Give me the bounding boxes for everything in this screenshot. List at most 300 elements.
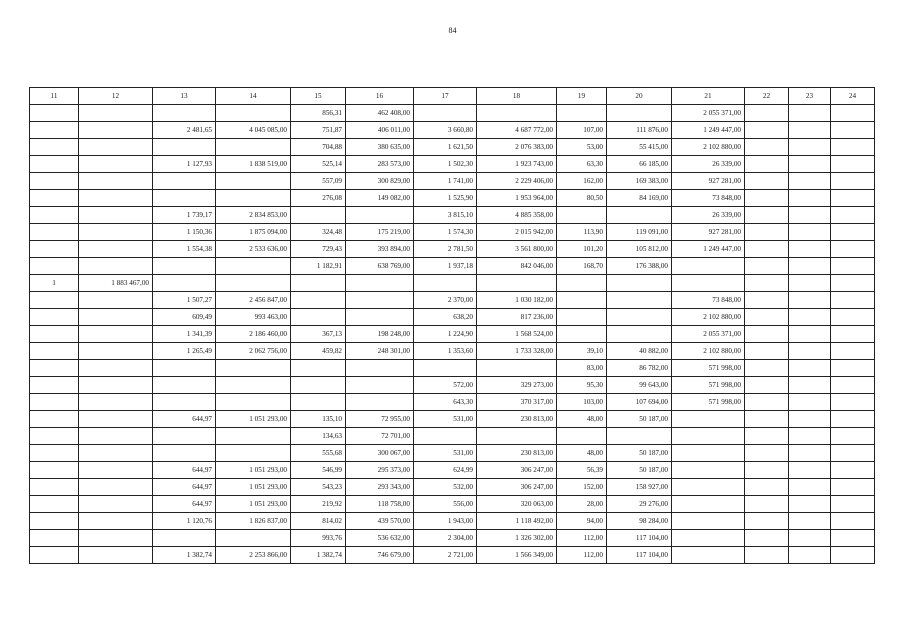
table-cell: [831, 496, 875, 513]
table-cell: [30, 462, 79, 479]
table-cell: [291, 275, 346, 292]
table-cell: 746 679,00: [346, 547, 414, 564]
table-cell: 248 301,00: [346, 343, 414, 360]
table-cell: 4 045 085,00: [216, 122, 291, 139]
table-cell: [30, 343, 79, 360]
table-cell: [79, 462, 153, 479]
table-cell: 1 953 964,00: [477, 190, 557, 207]
table-cell: 817 236,00: [477, 309, 557, 326]
table-cell: [789, 496, 831, 513]
table-cell: 149 082,00: [346, 190, 414, 207]
table-cell: 1 382,74: [291, 547, 346, 564]
table-cell: 1 118 492,00: [477, 513, 557, 530]
table-cell: 2 062 756,00: [216, 343, 291, 360]
table-cell: [789, 394, 831, 411]
table-row: [30, 105, 875, 122]
table-cell: [607, 275, 672, 292]
table-cell: 856,31: [291, 105, 346, 122]
table-cell: [346, 394, 414, 411]
table-cell: 103,00: [557, 394, 607, 411]
table-cell: [831, 360, 875, 377]
table-cell: [831, 207, 875, 224]
table-cell: 406 011,00: [346, 122, 414, 139]
table-cell: 1 249 447,00: [672, 122, 745, 139]
table-cell: [745, 445, 789, 462]
table-cell: [745, 275, 789, 292]
table-cell: 80,50: [557, 190, 607, 207]
table-cell: [153, 530, 216, 547]
table-row: [30, 513, 875, 530]
table-cell: 300 829,00: [346, 173, 414, 190]
table-cell: [607, 309, 672, 326]
table-row: [30, 428, 875, 445]
table-cell: [789, 462, 831, 479]
table-row: [30, 258, 875, 275]
table-row: [30, 411, 875, 428]
table-cell: 94,00: [557, 513, 607, 530]
table-cell: 555,68: [291, 445, 346, 462]
table-cell: 993 463,00: [216, 309, 291, 326]
table-cell: [745, 190, 789, 207]
table-cell: [414, 360, 477, 377]
column-header: 13: [153, 88, 216, 105]
column-header: 20: [607, 88, 672, 105]
table-cell: 546,99: [291, 462, 346, 479]
table-cell: 1 566 349,00: [477, 547, 557, 564]
table-cell: 162,00: [557, 173, 607, 190]
table-cell: 3 660,80: [414, 122, 477, 139]
table-cell: [745, 292, 789, 309]
table-cell: 1: [30, 275, 79, 292]
table-cell: [672, 530, 745, 547]
table-cell: 113,90: [557, 224, 607, 241]
table-cell: [79, 479, 153, 496]
table-cell: [414, 105, 477, 122]
data-table: [29, 87, 875, 564]
table-cell: [79, 122, 153, 139]
table-cell: [672, 258, 745, 275]
table-cell: 134,63: [291, 428, 346, 445]
table-cell: [79, 139, 153, 156]
table-cell: 50 187,00: [607, 411, 672, 428]
table-cell: [745, 530, 789, 547]
header-row: [30, 88, 875, 105]
table-cell: [789, 122, 831, 139]
table-cell: 2 721,00: [414, 547, 477, 564]
table-cell: [30, 377, 79, 394]
table-cell: [789, 105, 831, 122]
table-cell: [607, 326, 672, 343]
table-cell: 1 826 837,00: [216, 513, 291, 530]
table-cell: 117 104,00: [607, 547, 672, 564]
table-cell: 644,97: [153, 462, 216, 479]
table-cell: [79, 326, 153, 343]
table-cell: [672, 445, 745, 462]
table-cell: 324,48: [291, 224, 346, 241]
table-cell: 638,20: [414, 309, 477, 326]
table-cell: 50 187,00: [607, 445, 672, 462]
table-row: [30, 275, 875, 292]
table-cell: 2 102 880,00: [672, 309, 745, 326]
table-cell: 4 687 772,00: [477, 122, 557, 139]
table-cell: [831, 411, 875, 428]
table-cell: [789, 428, 831, 445]
table-cell: [789, 173, 831, 190]
table-cell: [79, 309, 153, 326]
table-cell: [672, 428, 745, 445]
table-cell: [30, 394, 79, 411]
table-cell: 2 102 880,00: [672, 139, 745, 156]
table-row: [30, 496, 875, 513]
table-cell: [672, 275, 745, 292]
table-cell: [789, 224, 831, 241]
table-cell: [607, 292, 672, 309]
table-cell: 28,00: [557, 496, 607, 513]
table-cell: 842 046,00: [477, 258, 557, 275]
table-cell: 99 643,00: [607, 377, 672, 394]
table-cell: [745, 360, 789, 377]
table-cell: [216, 377, 291, 394]
table-cell: [745, 139, 789, 156]
table-cell: 2 102 880,00: [672, 343, 745, 360]
table-cell: [79, 224, 153, 241]
table-cell: [789, 360, 831, 377]
table-cell: [216, 428, 291, 445]
table-cell: 532,00: [414, 479, 477, 496]
column-header: 18: [477, 88, 557, 105]
table-cell: [153, 394, 216, 411]
table-cell: 1 382,74: [153, 547, 216, 564]
table-cell: 814,02: [291, 513, 346, 530]
table-cell: [79, 445, 153, 462]
table-cell: 3 815,10: [414, 207, 477, 224]
table-cell: 2 055 371,00: [672, 326, 745, 343]
table-cell: [79, 428, 153, 445]
table-cell: 152,00: [557, 479, 607, 496]
table-cell: 135,10: [291, 411, 346, 428]
table-cell: 644,97: [153, 411, 216, 428]
table-cell: [831, 241, 875, 258]
table-cell: [79, 360, 153, 377]
table-cell: [557, 105, 607, 122]
table-cell: [672, 479, 745, 496]
table-cell: [672, 496, 745, 513]
table-cell: 704,88: [291, 139, 346, 156]
table-cell: 175 219,00: [346, 224, 414, 241]
table-cell: [79, 292, 153, 309]
table-cell: [831, 190, 875, 207]
table-cell: [79, 496, 153, 513]
column-header: 24: [831, 88, 875, 105]
table-cell: 439 570,00: [346, 513, 414, 530]
table-cell: 1 739,17: [153, 207, 216, 224]
table-cell: [831, 275, 875, 292]
table-cell: 55 415,00: [607, 139, 672, 156]
table-cell: [346, 207, 414, 224]
table-cell: 2 456 847,00: [216, 292, 291, 309]
table-cell: 2 370,00: [414, 292, 477, 309]
table-cell: 29 276,00: [607, 496, 672, 513]
table-cell: [30, 326, 79, 343]
table-cell: [414, 275, 477, 292]
table-cell: [745, 156, 789, 173]
table-cell: 2 055 371,00: [672, 105, 745, 122]
table-cell: [789, 292, 831, 309]
column-header: 15: [291, 88, 346, 105]
table-cell: 2 781,50: [414, 241, 477, 258]
column-header: 14: [216, 88, 291, 105]
table-cell: [789, 411, 831, 428]
table-cell: [789, 547, 831, 564]
table-cell: [789, 309, 831, 326]
table-cell: 1 182,91: [291, 258, 346, 275]
table-cell: 1 838 519,00: [216, 156, 291, 173]
table-cell: 48,00: [557, 445, 607, 462]
table-row: [30, 394, 875, 411]
table-cell: [30, 479, 79, 496]
table-cell: 1 150,36: [153, 224, 216, 241]
table-cell: [789, 445, 831, 462]
table-cell: [831, 156, 875, 173]
table-cell: 459,82: [291, 343, 346, 360]
column-header: 17: [414, 88, 477, 105]
table-cell: 624,99: [414, 462, 477, 479]
table-cell: [30, 360, 79, 377]
table-cell: [745, 462, 789, 479]
table-cell: 107,00: [557, 122, 607, 139]
table-row: [30, 326, 875, 343]
table-cell: 609,49: [153, 309, 216, 326]
table-cell: [477, 428, 557, 445]
table-cell: [30, 139, 79, 156]
table-cell: 73 848,00: [672, 292, 745, 309]
table-cell: [79, 513, 153, 530]
table-cell: 1 554,38: [153, 241, 216, 258]
table-cell: 1 875 094,00: [216, 224, 291, 241]
table-cell: [79, 173, 153, 190]
table-cell: 66 185,00: [607, 156, 672, 173]
table-cell: [216, 173, 291, 190]
table-cell: 572,00: [414, 377, 477, 394]
table-cell: [745, 513, 789, 530]
table-cell: 276,08: [291, 190, 346, 207]
table-cell: [831, 122, 875, 139]
table-cell: 230 813,00: [477, 445, 557, 462]
table-cell: 176 388,00: [607, 258, 672, 275]
table-cell: [789, 513, 831, 530]
column-header: 16: [346, 88, 414, 105]
table-cell: [789, 377, 831, 394]
table-row: [30, 445, 875, 462]
table-cell: [831, 139, 875, 156]
table-cell: 4 885 358,00: [477, 207, 557, 224]
table-cell: [557, 275, 607, 292]
table-cell: [745, 547, 789, 564]
table-cell: 84 169,00: [607, 190, 672, 207]
table-cell: 169 383,00: [607, 173, 672, 190]
table-cell: [607, 105, 672, 122]
table-cell: [216, 258, 291, 275]
table-cell: [216, 394, 291, 411]
table-cell: [153, 275, 216, 292]
table-cell: 927 281,00: [672, 224, 745, 241]
table-cell: [153, 190, 216, 207]
table-cell: 531,00: [414, 411, 477, 428]
table-cell: [789, 326, 831, 343]
table-cell: 83,00: [557, 360, 607, 377]
table-cell: 2 304,00: [414, 530, 477, 547]
table-cell: [745, 343, 789, 360]
table-cell: 295 373,00: [346, 462, 414, 479]
table-cell: 1 051 293,00: [216, 411, 291, 428]
table-cell: [153, 258, 216, 275]
table-cell: 219,92: [291, 496, 346, 513]
table-cell: 158 927,00: [607, 479, 672, 496]
table-row: [30, 224, 875, 241]
table-cell: [30, 173, 79, 190]
table-cell: [216, 360, 291, 377]
table-cell: [346, 275, 414, 292]
table-cell: 1 883 467,00: [79, 275, 153, 292]
table-row: [30, 462, 875, 479]
table-cell: 86 782,00: [607, 360, 672, 377]
table-cell: [30, 292, 79, 309]
table-cell: 571 998,00: [672, 360, 745, 377]
table-cell: 3 561 800,00: [477, 241, 557, 258]
table-cell: 98 284,00: [607, 513, 672, 530]
table-cell: 119 091,00: [607, 224, 672, 241]
table-cell: 638 769,00: [346, 258, 414, 275]
table-cell: 2 015 942,00: [477, 224, 557, 241]
table-cell: [153, 105, 216, 122]
table-cell: 644,97: [153, 496, 216, 513]
table-cell: [477, 360, 557, 377]
table-cell: 927 281,00: [672, 173, 745, 190]
table-cell: [79, 105, 153, 122]
table-cell: 531,00: [414, 445, 477, 462]
page-number: 84: [448, 26, 457, 35]
table-cell: 306 247,00: [477, 479, 557, 496]
table-cell: [557, 428, 607, 445]
table-cell: 300 067,00: [346, 445, 414, 462]
table-cell: [789, 343, 831, 360]
table-cell: [745, 207, 789, 224]
table-cell: [831, 445, 875, 462]
table-cell: [607, 207, 672, 224]
table-cell: [831, 224, 875, 241]
table-cell: 993,76: [291, 530, 346, 547]
table-cell: [831, 377, 875, 394]
table-cell: [745, 326, 789, 343]
table-cell: 48,00: [557, 411, 607, 428]
table-cell: [414, 428, 477, 445]
table-cell: [216, 275, 291, 292]
table-cell: 53,00: [557, 139, 607, 156]
table-cell: [745, 428, 789, 445]
table-cell: 751,87: [291, 122, 346, 139]
table-cell: 2 533 636,00: [216, 241, 291, 258]
table-cell: 1 353,60: [414, 343, 477, 360]
table-cell: [789, 156, 831, 173]
table-cell: [30, 496, 79, 513]
table-cell: [30, 156, 79, 173]
column-header: 19: [557, 88, 607, 105]
table-cell: [153, 139, 216, 156]
table-cell: [789, 241, 831, 258]
table-cell: [291, 377, 346, 394]
table-cell: [216, 190, 291, 207]
table-cell: 556,00: [414, 496, 477, 513]
table-cell: 1 937,18: [414, 258, 477, 275]
table-cell: 198 248,00: [346, 326, 414, 343]
table-cell: [745, 105, 789, 122]
table-cell: [79, 377, 153, 394]
table-cell: 73 848,00: [672, 190, 745, 207]
table-cell: [30, 258, 79, 275]
table-cell: 1 525,90: [414, 190, 477, 207]
table-cell: 101,20: [557, 241, 607, 258]
table-cell: [477, 105, 557, 122]
table-cell: [745, 479, 789, 496]
table-cell: [789, 139, 831, 156]
table-cell: 644,97: [153, 479, 216, 496]
table-cell: 1 741,00: [414, 173, 477, 190]
table-cell: [745, 224, 789, 241]
table-cell: [291, 394, 346, 411]
table-cell: [216, 139, 291, 156]
table-cell: 111 876,00: [607, 122, 672, 139]
table-cell: 1 051 293,00: [216, 462, 291, 479]
table-cell: [30, 207, 79, 224]
table-cell: 1 224,90: [414, 326, 477, 343]
table-cell: 1 502,30: [414, 156, 477, 173]
table-cell: [153, 428, 216, 445]
table-row: [30, 156, 875, 173]
table-cell: [831, 513, 875, 530]
table-cell: [216, 105, 291, 122]
table-cell: 571 998,00: [672, 394, 745, 411]
table-cell: [745, 258, 789, 275]
table-cell: 571 998,00: [672, 377, 745, 394]
table-cell: [789, 275, 831, 292]
table-cell: 95,30: [557, 377, 607, 394]
table-cell: [30, 224, 79, 241]
table-cell: 63,30: [557, 156, 607, 173]
table-cell: [831, 258, 875, 275]
table-cell: 543,23: [291, 479, 346, 496]
table-cell: [672, 547, 745, 564]
table-cell: 1 249 447,00: [672, 241, 745, 258]
table-cell: [153, 377, 216, 394]
table-cell: 1 120,76: [153, 513, 216, 530]
table-cell: 26 339,00: [672, 207, 745, 224]
table-cell: [30, 428, 79, 445]
table-cell: 2 229 406,00: [477, 173, 557, 190]
table-row: [30, 173, 875, 190]
table-cell: [346, 309, 414, 326]
table-cell: 1 051 293,00: [216, 479, 291, 496]
table-cell: 380 635,00: [346, 139, 414, 156]
table-cell: 729,43: [291, 241, 346, 258]
table-cell: 1 051 293,00: [216, 496, 291, 513]
table-cell: [79, 207, 153, 224]
table-cell: 283 573,00: [346, 156, 414, 173]
table-cell: [30, 122, 79, 139]
table-row: [30, 139, 875, 156]
table-cell: [291, 292, 346, 309]
table-cell: 1 030 182,00: [477, 292, 557, 309]
table-cell: 117 104,00: [607, 530, 672, 547]
